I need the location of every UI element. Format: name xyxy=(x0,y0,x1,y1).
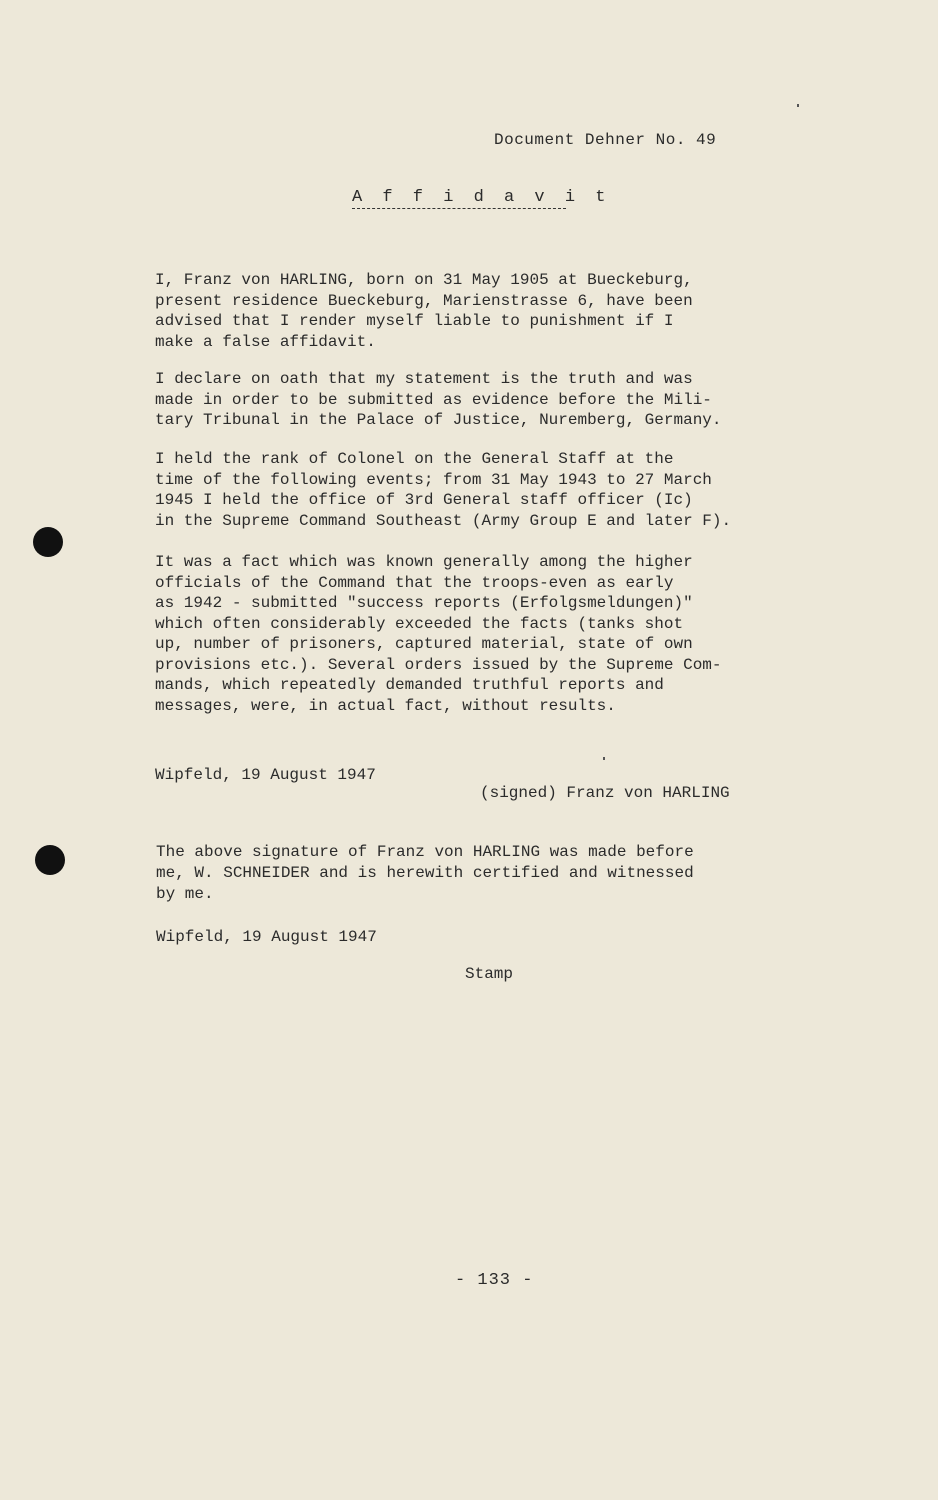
certification-place-date: Wipfeld, 19 August 1947 xyxy=(156,928,377,946)
punch-hole-top xyxy=(33,527,63,557)
stamp-label: Stamp xyxy=(465,965,514,983)
paragraph-identity: I, Franz von HARLING, born on 31 May 1905 at Bueckeburg, present residence Bueckeburg, Marienstrasse 6, have been advised that I render myself liable to punishment if I make a false affidavit. xyxy=(155,271,693,351)
paper-speck xyxy=(603,757,605,760)
paragraph-reports: It was a fact which was known generally among the higher officials of the Command that the troops-even as early as 1942 - submitted "success reports (Erfolgsmeldungen)" which often considerably exceeded the facts (tanks shot up, number of prisoners, captured material, state of own provisions etc.). Several orders issued by the Supreme Com- mands, which repeatedly demanded truthful reports and messages, were, in actual fact, without results. xyxy=(155,553,722,715)
paragraph-rank: I held the rank of Colonel on the General Staff at the time of the following events; from 31 May 1943 to 27 March 1945 I held the office of 3rd General staff officer (Ic) in the Supreme Command Southeast (Army Group E and later F). xyxy=(155,450,732,530)
page-number: - 133 - xyxy=(455,1271,534,1290)
certification-text: The above signature of Franz von HARLING was made before me, W. SCHNEIDER and is herewith certified and witnessed by me. xyxy=(156,843,694,903)
punch-hole-bottom xyxy=(35,845,65,875)
document-title: A f f i d a v i t xyxy=(352,188,611,207)
paragraph-oath: I declare on oath that my statement is the truth and was made in order to be submitted as evidence before the Mili- tary Tribunal in the Palace of Justice, Nuremberg, Germany. xyxy=(155,370,722,429)
title-underline xyxy=(352,208,566,209)
signature-place-date: Wipfeld, 19 August 1947 xyxy=(155,766,376,784)
document-number: Document Dehner No. 49 xyxy=(494,131,717,149)
paper-speck xyxy=(797,104,799,107)
signed-name: (signed) Franz von HARLING xyxy=(480,784,730,802)
